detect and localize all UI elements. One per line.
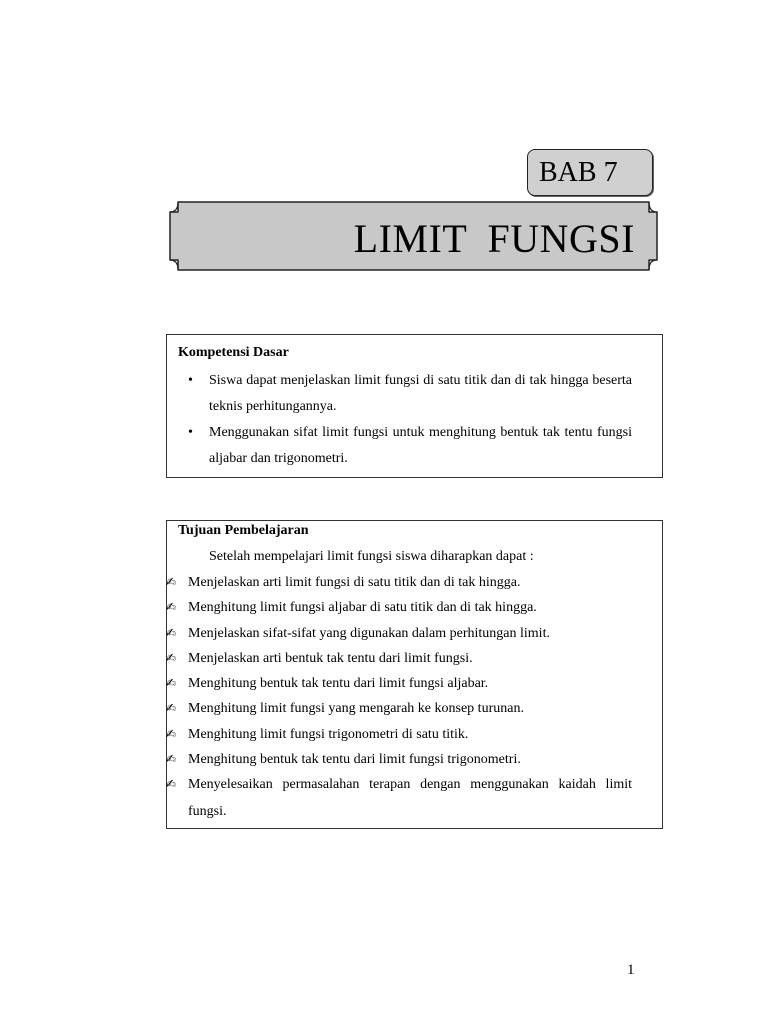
list-item-continuation: fungsi. [188, 803, 227, 819]
writing-hand-icon: ✍ [166, 575, 177, 589]
list-item: ✍ Menghitung bentuk tak tentu dari limit fungsi trigonometri. [178, 747, 632, 772]
writing-hand-icon: ✍ [166, 777, 177, 792]
kompetensi-list [178, 368, 632, 472]
writing-hand-icon: ✍ [166, 676, 177, 691]
writing-hand-icon: ✍ [166, 650, 177, 665]
writing-hand-icon: ✍ [166, 726, 177, 741]
list-item: ✍ Menyelesaikan permasalahan terapan dengan menggunakan kaidah limit [178, 772, 632, 797]
list-item: ✍ Menghitung limit fungsi trigonometri di satu titik. [178, 722, 632, 747]
tujuan-heading: Tujuan Pembelajaran [178, 523, 309, 538]
tujuan-list [166, 570, 632, 798]
writing-hand-icon: ✍ [166, 600, 177, 615]
list-item: • Siswa dapat menjelaskan limit fungsi di satu titik dan di tak hingga beserta teknis perhitungannya. [178, 368, 632, 420]
writing-hand-icon: ✍ [166, 625, 177, 640]
list-item: ✍ Menjelaskan arti limit fungsi di satu titik dan di tak hingga. [178, 570, 632, 595]
bullet-icon: • [188, 425, 193, 440]
list-item: ✍ Menghitung limit fungsi aljabar di satu titik dan di tak hingga. [178, 595, 632, 620]
chapter-title-banner [168, 200, 659, 272]
kompetensi-dasar-box [166, 334, 663, 478]
list-item: • Menggunakan sifat limit fungsi untuk menghitung bentuk tak tentu fungsi aljabar dan trigonometri. [178, 420, 632, 472]
chapter-label: BAB 7 [539, 157, 618, 188]
chapter-label-box [527, 149, 653, 196]
list-item: ✍ Menjelaskan sifat-sifat yang digunakan dalam perhitungan limit. [178, 621, 632, 646]
kompetensi-heading: Kompetensi Dasar [178, 345, 289, 360]
list-item: ✍ Menghitung limit fungsi yang mengarah ke konsep turunan. [178, 696, 632, 721]
list-item: ✍ Menjelaskan arti bentuk tak tentu dari limit fungsi. [178, 646, 632, 671]
page-number: 1 [627, 962, 635, 978]
writing-hand-icon: ✍ [166, 752, 177, 767]
chapter-title: LIMIT FUNGSI [353, 216, 635, 261]
bullet-icon: • [188, 373, 193, 388]
list-item: ✍ Menghitung bentuk tak tentu dari limit fungsi aljabar. [178, 671, 632, 696]
writing-hand-icon: ✍ [166, 701, 177, 716]
tujuan-pembelajaran-box [166, 520, 663, 829]
tujuan-intro: Setelah mempelajari limit fungsi siswa diharapkan dapat : [209, 549, 534, 564]
